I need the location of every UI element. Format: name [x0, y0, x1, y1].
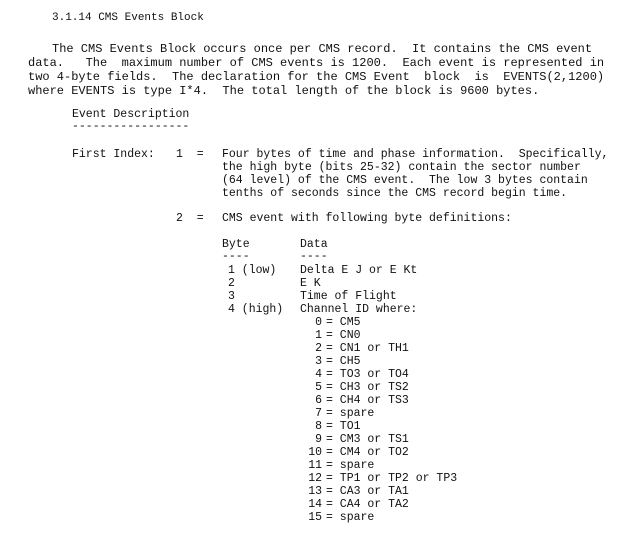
data-column-underline: ----	[300, 250, 328, 263]
channel-number: 1	[315, 329, 322, 342]
first-index-label: First Index:	[72, 148, 155, 161]
channel-name: = spare	[326, 459, 375, 472]
channel-number: 14	[308, 498, 322, 511]
channel-number: 12	[308, 472, 322, 485]
channel-number: 11	[308, 459, 322, 472]
byte-label: 3	[228, 290, 235, 303]
channel-name: = spare	[326, 407, 375, 420]
intro-line-3: two 4-byte fields. The declaration for the CMS Event block is EVENTS(2,1200)	[28, 70, 605, 84]
channel-name: = CH3 or TS2	[326, 381, 409, 394]
intro-line-1: The CMS Events Block occurs once per CMS record. It contains the CMS event	[52, 42, 593, 56]
byte-label: 1 (low)	[228, 264, 277, 277]
intro-line-4: where EVENTS is type I*4. The total length of the block is 9600 bytes.	[28, 84, 540, 98]
byte-data: E K	[300, 277, 321, 290]
index-1-line-4: tenths of seconds since the CMS record begin time.	[222, 187, 568, 200]
byte-label: 2	[228, 277, 235, 290]
channel-number: 9	[315, 433, 322, 446]
channel-name: = TO3 or TO4	[326, 368, 409, 381]
channel-number: 4	[315, 368, 322, 381]
byte-data: Channel ID where:	[300, 303, 418, 316]
byte-label: 4 (high)	[228, 303, 284, 316]
index-1-line-2: the high byte (bits 25-32) contain the sector number	[222, 161, 581, 174]
index-1-line-3: (64 level) of the CMS event. The low 3 bytes contain	[222, 174, 588, 187]
index-2-marker: 2 =	[176, 212, 204, 225]
heading-underline: -----------------	[72, 120, 190, 133]
data-column-header: Data	[300, 238, 328, 251]
channel-number: 2	[315, 342, 322, 355]
section-title: 3.1.14 CMS Events Block	[52, 12, 204, 24]
channel-name: = CH5	[326, 355, 361, 368]
channel-name: = CM3 or TS1	[326, 433, 409, 446]
channel-number: 15	[308, 511, 322, 524]
channel-name: = spare	[326, 511, 375, 524]
channel-number: 3	[315, 355, 322, 368]
channel-name: = CM5	[326, 316, 361, 329]
channel-number: 13	[308, 485, 322, 498]
channel-name: = TP1 or TP2 or TP3	[326, 472, 458, 485]
byte-column-header: Byte	[222, 238, 250, 251]
index-1-line-1: Four bytes of time and phase information. Specifically,	[222, 148, 609, 161]
channel-name: = CH4 or TS3	[326, 394, 409, 407]
event-description-heading: Event Description	[72, 108, 190, 121]
index-2-text: CMS event with following byte definitions:	[222, 212, 512, 225]
channel-name: = CA3 or TA1	[326, 485, 409, 498]
channel-name: = CM4 or TO2	[326, 446, 409, 459]
intro-line-2: data. The maximum number of CMS events is 1200. Each event is represented in	[28, 56, 605, 70]
index-1-marker: 1 =	[176, 148, 204, 161]
channel-number: 8	[315, 420, 322, 433]
byte-data: Delta E J or E Kt	[300, 264, 418, 277]
byte-column-underline: ----	[222, 250, 250, 263]
channel-number: 6	[315, 394, 322, 407]
channel-number: 5	[315, 381, 322, 394]
channel-number: 0	[315, 316, 322, 329]
channel-name: = CA4 or TA2	[326, 498, 409, 511]
byte-data: Time of Flight	[300, 290, 397, 303]
channel-name: = TO1	[326, 420, 361, 433]
channel-name: = CN0	[326, 329, 361, 342]
channel-number: 10	[308, 446, 322, 459]
channel-number: 7	[315, 407, 322, 420]
channel-name: = CN1 or TH1	[326, 342, 409, 355]
